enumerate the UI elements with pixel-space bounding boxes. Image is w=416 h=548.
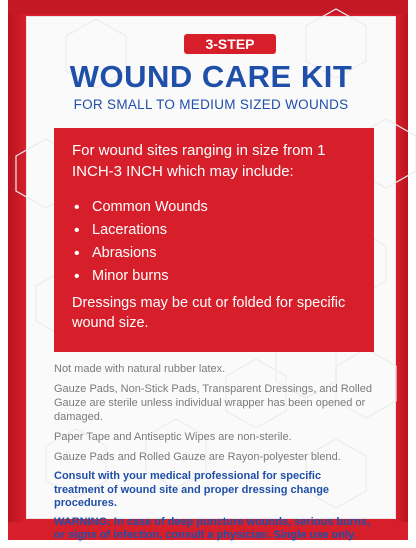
kit-box — [8, 0, 408, 540]
non-sterile-statement: Paper Tape and Antiseptic Wipes are non-sterile. — [54, 431, 292, 443]
warning-statement: WARNING: In case of deep puncture wounds, serious burns, or signs of infection, consult a physician. Single use only. — [54, 515, 370, 541]
wound-type-label: Common Wounds — [92, 199, 208, 215]
wound-size-intro: For wound sites ranging in size from 1 INCH-3 INCH which may include: — [72, 142, 326, 180]
bullet-icon: • — [74, 245, 80, 262]
product-title: WOUND CARE KIT — [69, 59, 353, 94]
consult-statement: Consult with your medical professional for specific treatment of wound site and proper dressing change procedures. — [54, 470, 330, 509]
material-statement: Gauze Pads and Rolled Gauze are Rayon-polyester blend. — [54, 451, 341, 463]
dressing-note: Dressings may be cut or folded for specific wound size. — [72, 295, 346, 331]
wound-type-label: Minor burns — [92, 268, 169, 284]
box-edge-right — [396, 14, 408, 522]
product-subtitle: FOR SMALL TO MEDIUM SIZED WOUNDS — [73, 97, 349, 112]
bullet-icon: • — [74, 199, 80, 216]
list-item — [72, 219, 356, 242]
wound-type-list — [72, 196, 356, 288]
sterile-statement: Gauze Pads, Non-Stick Pads, Transparent Dressings, and Rolled Gauze are sterile unless individual wrapper has been opened or damaged. — [54, 383, 372, 423]
box-edge-left — [8, 14, 26, 522]
fine-print — [54, 362, 372, 548]
bullet-icon: • — [74, 268, 80, 285]
wound-size-card — [54, 128, 374, 352]
list-item — [72, 242, 356, 265]
step-badge: 3-STEP — [184, 34, 276, 54]
wound-type-label: Abrasions — [92, 245, 157, 261]
box-top-lip — [8, 0, 408, 14]
list-item — [72, 196, 356, 219]
bullet-icon: • — [74, 222, 80, 239]
back-panel — [26, 16, 396, 541]
latex-statement: Not made with natural rubber latex. — [54, 363, 226, 375]
wound-type-label: Lacerations — [92, 222, 167, 238]
list-item — [72, 265, 356, 288]
